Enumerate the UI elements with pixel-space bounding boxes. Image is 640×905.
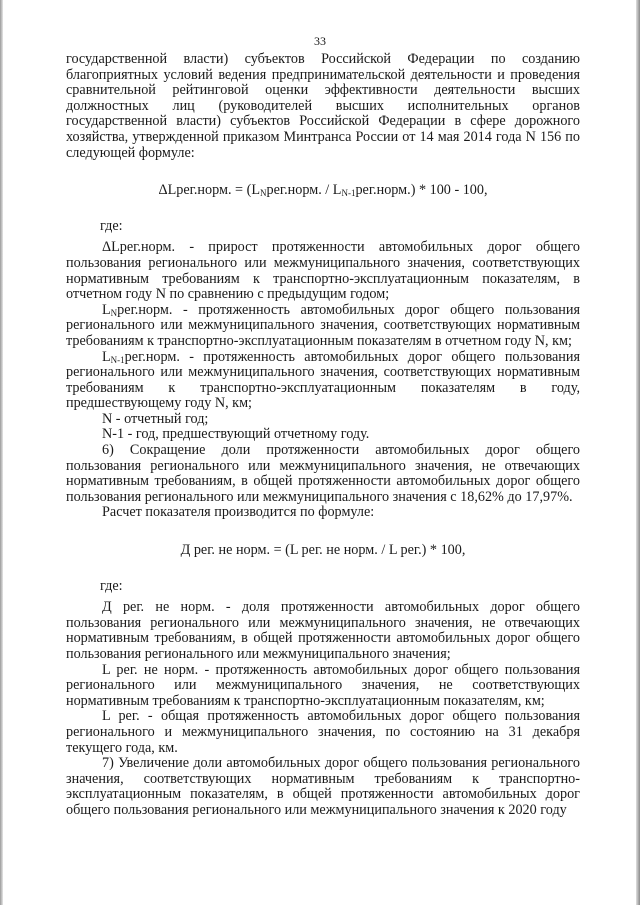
def3-symbol-rest: рег.норм.	[124, 348, 180, 365]
def2-symbol-rest: рег.норм.	[117, 301, 173, 318]
formula1-sub-n1: N-1	[341, 188, 356, 199]
def3-symbol-sub: N-1	[110, 354, 125, 365]
document-body	[66, 52, 580, 819]
def3-text: - протяженность автомобильных дорог общего пользования регионального или межмуниципального значения, соответствующих нормативным требованиям к транспортно-эксплуатационным показателям в году, предшествующему году N, км;	[66, 348, 580, 412]
item-6-paragraph: 6) Сокращение доли протяженности автомобильных дорог общего пользования регионального или межмуниципального значения, не отвечающих нормативным требованиям, в общей протяженности автомобильных дорог общего пользования регионального или межмуниципального значения с 18,62% до 17,97%.	[66, 442, 580, 505]
def3-symbol-l: L	[102, 348, 111, 365]
formula-share-nonnormative: Д рег. не норм. = (L рег. не норм. / L рег.) * 100,	[180, 542, 466, 559]
calc-intro: Расчет показателя производится по формуле:	[102, 504, 375, 521]
def2-symbol-sub: N	[110, 307, 118, 318]
definition-n-1: N-1 - год, предшествующий отчетному году.	[102, 426, 370, 443]
definition-share: Д рег. не норм. - доля протяженности автомобильных дорог общего пользования регионального или межмуниципального значения, не отвечающих нормативным требованиям, в общей протяженности автомобильных дорог общего пользования регионального или межмуниципального значения;	[66, 599, 580, 662]
definition-length-n-1	[66, 350, 580, 412]
formula-delta-length	[66, 183, 580, 199]
definition-delta-length	[66, 240, 580, 302]
item-7-paragraph: 7) Увеличение доли автомобильных дорог общего пользования регионального значения, соответствующих нормативным требованиям к транспортно-эксплуатационным показателям, в общей протяженности автомобильных дорог общего пользования регионального или межмуниципального значения к 2020 году	[66, 755, 580, 818]
formula1-sub-n: N	[260, 188, 267, 199]
formula1-lhs: ΔLрег.норм.	[158, 182, 232, 199]
def2-symbol-l: L	[102, 301, 111, 318]
page-number: 33	[314, 34, 326, 48]
formula1-eq: = (L	[231, 182, 260, 199]
where-label-2: где:	[100, 577, 123, 594]
definition-total-length: L рег. - общая протяженность автомобильных дорог общего пользования регионального и межмуниципального значения, по состоянию на 31 декабря текущего года, км.	[66, 708, 580, 756]
definition-length-n	[66, 303, 580, 350]
scan-edge-right	[636, 0, 640, 905]
def1-symbol: ΔLрег.норм.	[102, 239, 176, 256]
scan-edge-left	[0, 0, 3, 905]
intro-paragraph: государственной власти) субъектов Российской Федерации по созданию благоприятных условий ведения предпринимательской деятельности и проведения сравнительной рейтинговой оценки эффективности деятельности высших должностных лиц (руководителей высших исполнительных органов государственной власти) субъектов Российской Федерации в сфере дорожного хозяйства, утвержденной приказом Минтранса России от 14 мая 2014 года N 156 по следующей формуле:	[66, 51, 580, 161]
where-label-1: где:	[100, 217, 123, 234]
formula1-rhs: рег.норм.) * 100 - 100,	[355, 182, 488, 199]
definition-length-nonnormative: L рег. не норм. - протяженность автомобильных дорог общего пользования регионального или межмуниципального значения, не соответствующих нормативным требованиям к транспортно-эксплуатационным показателям, км;	[66, 661, 580, 709]
def1-text: - прирост протяженности автомобильных дорог общего пользования регионального или межмуниципального значения, соответствующих нормативным требованиям к транспортно-эксплуатационным показателям, в отчетном году N по сравнению с предыдущим годом;	[66, 239, 580, 303]
def2-text: - протяженность автомобильных дорог общего пользования регионального или межмуниципального значения, соответствующих нормативным требованиям к транспортно-эксплуатационным показателям в отчетном году N, км;	[66, 301, 580, 349]
definition-n: N - отчетный год;	[102, 410, 209, 427]
formula1-mid: рег.норм. / L	[266, 182, 342, 199]
